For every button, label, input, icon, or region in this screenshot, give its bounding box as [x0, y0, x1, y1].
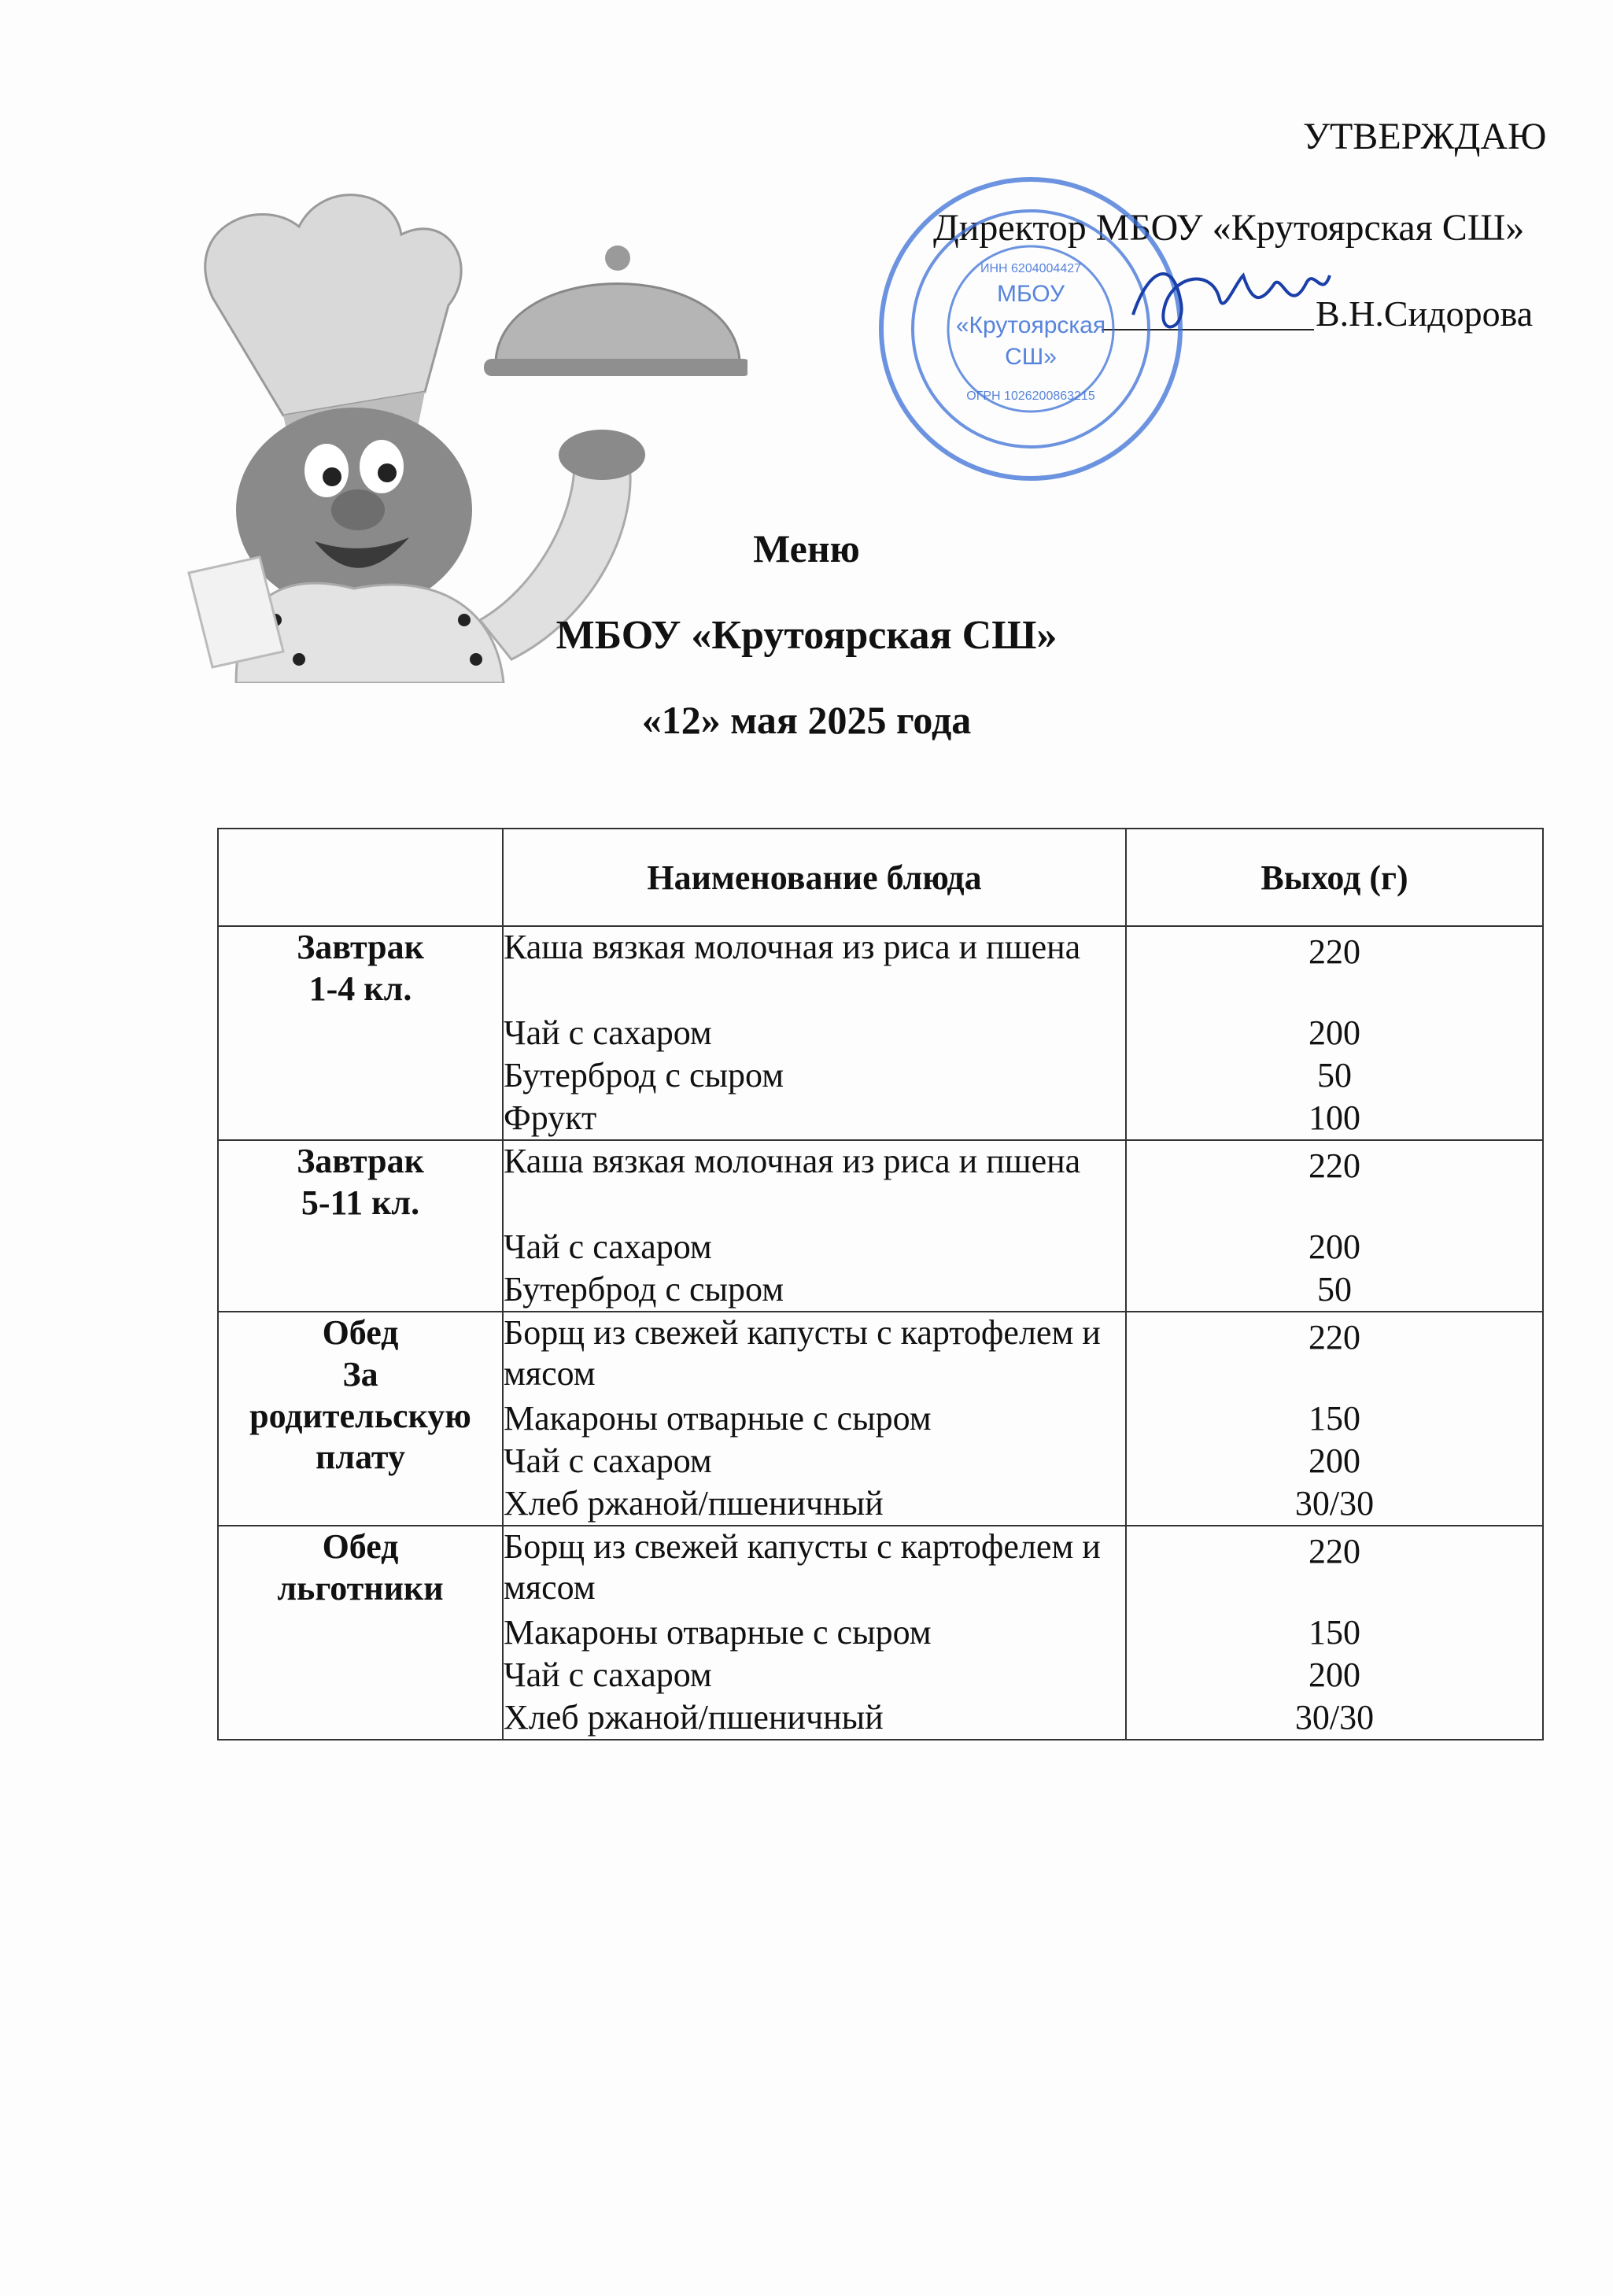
dish-name: Борщ из свежей капусты с картофелем и мясом — [504, 1313, 1101, 1393]
dish-output: 150 — [1308, 1613, 1360, 1652]
dish-output: 50 — [1317, 1056, 1352, 1094]
dish-name: Хлеб ржаной/пшеничный — [504, 1698, 884, 1737]
dish-output: 150 — [1308, 1399, 1360, 1438]
table-row — [218, 1526, 1543, 1740]
dish-cell — [503, 1312, 1126, 1526]
meal-cell — [218, 1140, 503, 1312]
dish-name: Чай с сахаром — [504, 1227, 712, 1266]
column-header-dish: Наименование блюда — [503, 829, 1126, 926]
dish-cell — [503, 1140, 1126, 1312]
dish-output: 220 — [1308, 1532, 1360, 1571]
dish-cell — [503, 926, 1126, 1140]
table-row — [218, 1140, 1543, 1312]
stamp-ogrn: ОГРН 1026200863215 — [966, 389, 1095, 403]
table-row — [218, 926, 1543, 1140]
dish-output: 30/30 — [1294, 1698, 1375, 1737]
dish-name: Чай с сахаром — [504, 1013, 712, 1052]
dish-output: 200 — [1308, 1441, 1360, 1480]
menu-title: Меню — [753, 526, 860, 570]
meal-label: родительскую — [249, 1396, 471, 1435]
output-cell — [1126, 926, 1543, 1140]
column-header-output: Выход (г) — [1126, 829, 1543, 926]
column-header-meal — [218, 829, 503, 926]
meal-label: Завтрак — [297, 928, 424, 966]
school-name: МБОУ «Крутоярская СШ» — [556, 613, 1057, 658]
dish-output: 200 — [1308, 1656, 1360, 1694]
chef-illustration — [165, 179, 747, 683]
stamp-center-line2: «Крутоярская — [955, 312, 1106, 338]
dish-name: Макароны отварные с сыром — [504, 1613, 932, 1652]
dish-name: Бутерброд с сыром — [504, 1270, 784, 1309]
dish-name: Бутерброд с сыром — [504, 1056, 784, 1094]
dish-name: Фрукт — [504, 1098, 597, 1137]
stamp-center-line3: СШ» — [1005, 344, 1057, 370]
dish-name: Чай с сахаром — [504, 1656, 712, 1694]
approval-title: УТВЕРЖДАЮ — [1303, 116, 1547, 157]
dish-output: 200 — [1308, 1227, 1360, 1266]
meal-cell — [218, 926, 503, 1140]
meal-label: Обед — [322, 1313, 399, 1352]
meal-label: Обед — [322, 1527, 399, 1566]
table-row — [218, 1312, 1543, 1526]
signature — [1125, 252, 1338, 346]
dish-output: 50 — [1317, 1270, 1352, 1309]
meal-label: плату — [316, 1438, 405, 1477]
output-cell — [1126, 1312, 1543, 1526]
meal-label: Завтрак — [297, 1142, 424, 1180]
dish-output: 30/30 — [1294, 1484, 1375, 1523]
dish-name: Хлеб ржаной/пшеничный — [504, 1484, 884, 1523]
menu-date: «12» мая 2025 года — [641, 698, 972, 742]
menu-table — [217, 828, 1544, 1740]
approval-position: Директор МБОУ «Крутоярская СШ» — [933, 207, 1525, 249]
stamp-inn: ИНН 6204004427 — [980, 262, 1082, 275]
dish-name: Каша вязкая молочная из риса и пшена — [504, 928, 1081, 966]
meal-label: 5-11 кл. — [301, 1183, 420, 1222]
dish-name: Каша вязкая молочная из риса и пшена — [504, 1142, 1081, 1180]
meal-label: льготники — [277, 1568, 444, 1608]
dish-cell — [503, 1526, 1126, 1740]
dish-name: Макароны отварные с сыром — [504, 1399, 932, 1438]
meal-cell — [218, 1312, 503, 1526]
table-header-row — [218, 829, 1543, 926]
dish-output: 220 — [1308, 932, 1360, 971]
dish-name: Чай с сахаром — [504, 1441, 712, 1480]
meal-cell — [218, 1526, 503, 1740]
dish-output: 200 — [1308, 1013, 1360, 1052]
output-cell — [1126, 1140, 1543, 1312]
output-cell — [1126, 1526, 1543, 1740]
dish-output: 220 — [1308, 1318, 1360, 1357]
dish-name: Борщ из свежей капусты с картофелем и мясом — [504, 1527, 1101, 1607]
approval-name: В.Н.Сидорова — [1316, 293, 1534, 334]
meal-label: 1-4 кл. — [308, 969, 412, 1008]
stamp-center-line1: МБОУ — [996, 281, 1065, 307]
dish-output: 220 — [1308, 1146, 1360, 1185]
meal-label: За — [342, 1354, 378, 1393]
dish-output: 100 — [1308, 1098, 1360, 1137]
